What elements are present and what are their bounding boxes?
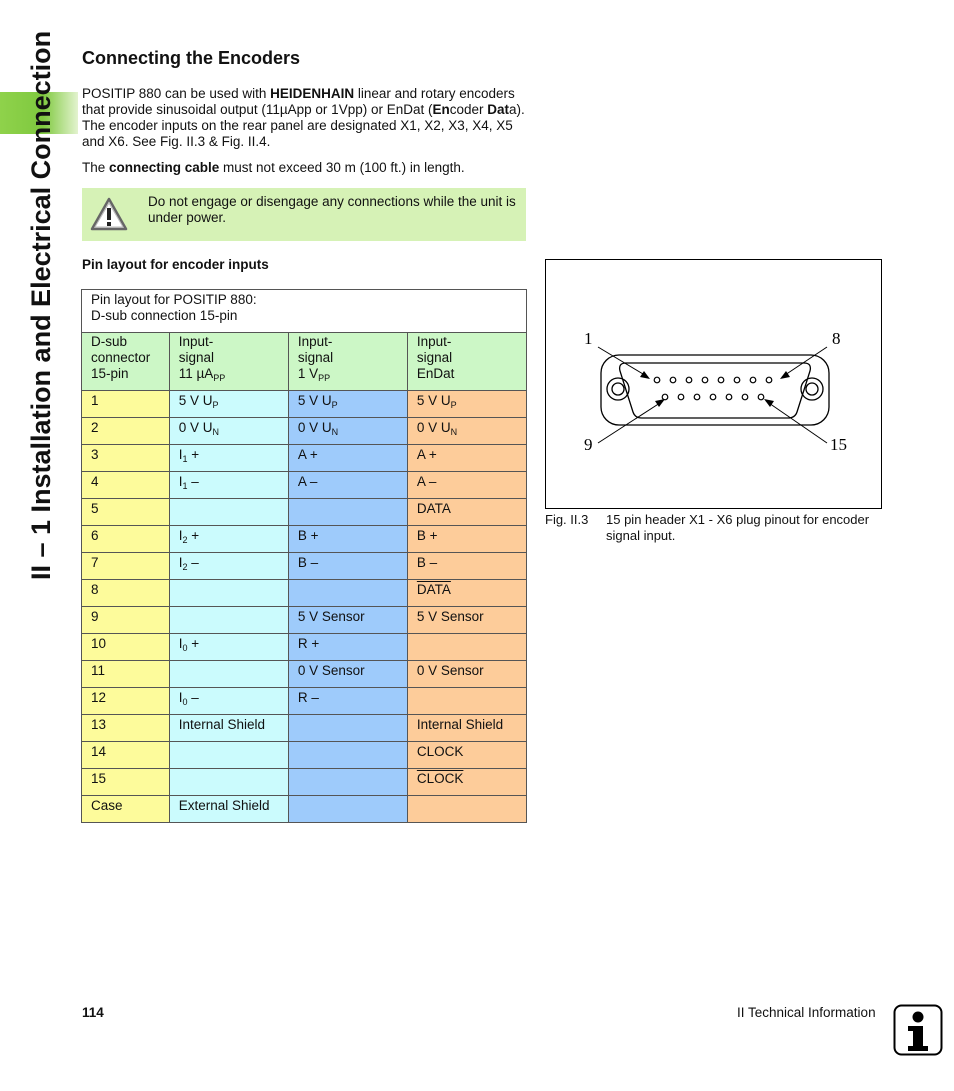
header-endat-line: EnDat [416, 366, 455, 381]
connector-pin [686, 377, 692, 383]
signal-endat-cell-text: B + [416, 528, 438, 543]
signal-endat-cell [407, 688, 526, 715]
signal-endat-cell-text: 5 V U [416, 393, 451, 408]
signal-endat-cell [407, 391, 526, 418]
signal-1vpp-cell [288, 688, 407, 715]
signal-11uapp-cell-suffix: – [187, 690, 199, 705]
signal-1vpp-cell-text: A + [297, 447, 318, 462]
figure-caption-label: Fig. II.3 [545, 512, 589, 527]
signal-endat-cell [407, 472, 526, 499]
signal-endat-cell-text: A + [416, 447, 437, 462]
header-11uapp-line [179, 366, 288, 382]
pin-number-cell: 13 [82, 715, 170, 742]
signal-1vpp-cell-text: B + [297, 528, 319, 543]
connector-pin [750, 377, 756, 383]
signal-11uapp-cell-text: I [178, 528, 183, 543]
signal-endat-cell [407, 715, 526, 742]
header-dsub-line: 15-pin [91, 366, 129, 381]
signal-1vpp-cell [288, 742, 407, 769]
brand-name: HEIDENHAIN [270, 86, 355, 101]
pin-label-8: 8 [832, 329, 841, 348]
signal-1vpp-cell-text: R + [297, 636, 320, 651]
pin-number-cell: 4 [82, 472, 170, 499]
signal-11uapp-cell-subscript: 2 [182, 535, 188, 545]
page-number: 114 [82, 1005, 104, 1020]
signal-endat-cell-text: 0 V Sensor [416, 663, 484, 678]
table-caption-row [82, 290, 527, 333]
header-endat [407, 333, 526, 391]
figure-caption-text: 15 pin header X1 - X6 plug pinout for encoder signal input. [606, 512, 870, 543]
pin-number-cell: 9 [82, 607, 170, 634]
en-bold: En [432, 102, 450, 117]
signal-11uapp-cell-suffix: – [187, 474, 199, 489]
pin-label-9: 9 [584, 435, 593, 454]
signal-endat-cell-text: CLOCK [416, 744, 464, 759]
table-row [82, 715, 527, 742]
signal-11uapp-cell-text: External Shield [178, 798, 270, 813]
header-1vpp-line: Input- [297, 334, 333, 349]
signal-1vpp-cell [288, 499, 407, 526]
header-1vpp-value: 1 V [297, 366, 319, 381]
signal-endat-cell [407, 742, 526, 769]
signal-endat-cell-text: 5 V Sensor [416, 609, 484, 624]
pin-number-cell: 5 [82, 499, 170, 526]
signal-11uapp-cell [169, 769, 288, 796]
header-1vpp [288, 333, 407, 391]
dsub-connector-diagram [546, 260, 881, 508]
table-row [82, 553, 527, 580]
signal-1vpp-cell-text: 5 V Sensor [297, 609, 365, 624]
signal-1vpp-cell-text: R – [297, 690, 319, 705]
pin-number-cell: 12 [82, 688, 170, 715]
signal-1vpp-cell [288, 715, 407, 742]
cable-paragraph [82, 160, 530, 176]
connector-pins [654, 377, 772, 400]
pin-rows [82, 391, 527, 823]
signal-11uapp-cell-text: Internal Shield [178, 717, 266, 732]
signal-11uapp-cell-text: 5 V U [178, 393, 213, 408]
signal-11uapp-cell [169, 742, 288, 769]
header-endat-line: Input- [416, 334, 452, 349]
connector-figure [545, 259, 882, 509]
cable-text-1: The [82, 160, 110, 175]
info-icon [893, 1004, 943, 1056]
signal-11uapp-cell-subscript: 2 [182, 562, 188, 572]
pin-layout-table [81, 289, 527, 823]
mount-hole-left-inner [612, 383, 624, 395]
footer-chapter: II Technical Information [737, 1005, 876, 1020]
signal-1vpp-cell [288, 607, 407, 634]
table-row [82, 499, 527, 526]
signal-1vpp-cell [288, 472, 407, 499]
table-row [82, 391, 527, 418]
connector-pin [670, 377, 676, 383]
signal-11uapp-cell-suffix: + [187, 447, 200, 462]
connector-shell [601, 355, 829, 425]
warning-triangle-icon [90, 197, 128, 231]
signal-11uapp-cell [169, 418, 288, 445]
pin-number-cell: 2 [82, 418, 170, 445]
signal-1vpp-cell [288, 796, 407, 823]
pin-number-cell: Case [82, 796, 170, 823]
pin-label-15: 15 [830, 435, 847, 454]
table-row [82, 445, 527, 472]
pin-number-cell: 15 [82, 769, 170, 796]
connector-pin [694, 394, 700, 400]
pin-number-cell: 10 [82, 634, 170, 661]
signal-endat-cell-text: B – [416, 555, 438, 570]
signal-11uapp-cell-text: 0 V U [178, 420, 213, 435]
signal-1vpp-cell [288, 526, 407, 553]
table-row [82, 688, 527, 715]
signal-11uapp-cell-subscript: 1 [182, 454, 188, 464]
signal-endat-cell-text: Internal Shield [416, 717, 504, 732]
table-row [82, 742, 527, 769]
signal-11uapp-cell-suffix: + [187, 636, 200, 651]
signal-endat-cell [407, 418, 526, 445]
pin-number-cell: 3 [82, 445, 170, 472]
signal-1vpp-cell-text: 0 V U [297, 420, 332, 435]
signal-1vpp-cell [288, 553, 407, 580]
signal-11uapp-cell-text: I [178, 690, 183, 705]
section-title: Connecting the Encoders [82, 48, 301, 68]
signal-11uapp-cell [169, 634, 288, 661]
intro-text-2: linear and rotary encoders that provide sinusoidal output (11µApp or 1Vpp) or EnDat ( [82, 86, 515, 117]
signal-1vpp-cell-text: A – [297, 474, 318, 489]
signal-endat-cell [407, 661, 526, 688]
signal-11uapp-cell [169, 580, 288, 607]
signal-1vpp-cell-text: 0 V Sensor [297, 663, 365, 678]
signal-1vpp-cell [288, 445, 407, 472]
intro-text-1: POSITIP 880 can be used with [82, 86, 271, 101]
signal-11uapp-cell-subscript: N [212, 427, 219, 437]
signal-11uapp-cell-subscript: 0 [182, 697, 188, 707]
signal-11uapp-cell [169, 607, 288, 634]
signal-endat-cell-text: DATA [416, 501, 451, 516]
header-11uapp-value: 11 µA [178, 366, 214, 381]
pin-number-cell: 8 [82, 580, 170, 607]
signal-1vpp-cell [288, 661, 407, 688]
connector-pin [726, 394, 732, 400]
signal-endat-cell-text: DATA [416, 582, 451, 597]
table-row [82, 607, 527, 634]
table-row [82, 526, 527, 553]
connector-pin [766, 377, 772, 383]
mount-hole-right-inner [806, 383, 818, 395]
signal-11uapp-cell-subscript: P [212, 400, 219, 410]
warning-box [82, 188, 526, 241]
header-11uapp [169, 333, 288, 391]
signal-endat-cell [407, 796, 526, 823]
connector-pin [702, 377, 708, 383]
pin-number-cell: 7 [82, 553, 170, 580]
signal-endat-cell [407, 499, 526, 526]
connector-face [620, 363, 811, 418]
signal-1vpp-cell [288, 391, 407, 418]
header-1vpp-sub: PP [318, 373, 331, 383]
signal-endat-cell [407, 607, 526, 634]
signal-11uapp-cell-text: I [178, 555, 183, 570]
signal-1vpp-cell-subscript: N [331, 427, 339, 437]
callout-arrowheads [640, 371, 790, 407]
table-caption [82, 290, 527, 333]
signal-endat-cell [407, 526, 526, 553]
pin-number-cell: 14 [82, 742, 170, 769]
header-endat-line: signal [416, 350, 453, 365]
connector-pin [758, 394, 764, 400]
header-dsub-line: D-sub [91, 334, 128, 349]
header-1vpp-line: signal [297, 350, 334, 365]
header-11uapp-line: signal [178, 350, 214, 365]
header-11uapp-sub: PP [213, 373, 226, 383]
pin-number-cell: 11 [82, 661, 170, 688]
cable-bold: connecting cable [109, 160, 220, 175]
table-caption-line-1: Pin layout for POSITIP 880: [91, 292, 257, 307]
table-caption-line-2: D-sub connection 15-pin [91, 308, 238, 323]
signal-endat-cell [407, 769, 526, 796]
connector-pin [734, 377, 740, 383]
table-row [82, 634, 527, 661]
signal-1vpp-cell [288, 418, 407, 445]
pin-number-cell: 1 [82, 391, 170, 418]
signal-endat-cell [407, 634, 526, 661]
signal-1vpp-cell [288, 634, 407, 661]
signal-11uapp-cell-text: I [178, 447, 183, 462]
signal-11uapp-cell [169, 796, 288, 823]
signal-endat-cell [407, 553, 526, 580]
connector-pin [678, 394, 684, 400]
signal-1vpp-cell-subscript: P [331, 400, 338, 410]
signal-1vpp-cell-text: B – [297, 555, 319, 570]
connector-pin [662, 394, 668, 400]
connector-pin [710, 394, 716, 400]
signal-11uapp-cell [169, 445, 288, 472]
table-row [82, 769, 527, 796]
signal-11uapp-cell [169, 715, 288, 742]
signal-1vpp-cell [288, 769, 407, 796]
pin-label-1: 1 [584, 329, 593, 348]
signal-endat-cell [407, 445, 526, 472]
signal-11uapp-cell-suffix: + [187, 528, 200, 543]
connector-pin [654, 377, 660, 383]
connector-pin [718, 377, 724, 383]
warning-text: Do not engage or disengage any connections while the unit is under power. [148, 194, 516, 225]
side-chapter-title: II – 1 Installation and Electrical Connection [26, 30, 56, 580]
signal-11uapp-cell-text: I [178, 636, 183, 651]
intro-paragraph [82, 86, 530, 150]
cable-text-2: must not exceed 30 m (100 ft.) in length. [219, 160, 465, 175]
dat-bold: Dat [487, 102, 510, 117]
signal-11uapp-cell-text: I [178, 474, 183, 489]
connector-pin [742, 394, 748, 400]
signal-endat-cell-text: 0 V U [416, 420, 451, 435]
callout-lines [598, 347, 827, 443]
signal-11uapp-cell-subscript: 0 [182, 643, 188, 653]
intro-text-3: a). The encoder inputs on the rear panel are designated X1, X2, X3, X4, X5 and X6. See Fig. II.3 & Fig. II.4. [82, 102, 525, 149]
signal-endat-cell [407, 580, 526, 607]
header-dsub-line: connector [91, 350, 151, 365]
signal-11uapp-cell [169, 499, 288, 526]
signal-endat-cell-subscript: N [450, 427, 458, 437]
table-row [82, 796, 527, 823]
header-11uapp-line: Input- [178, 334, 214, 349]
header-dsub [82, 333, 170, 391]
table-row [82, 472, 527, 499]
signal-11uapp-cell-suffix: – [187, 555, 199, 570]
table-row [82, 580, 527, 607]
signal-1vpp-cell [288, 580, 407, 607]
pin-layout-heading: Pin layout for encoder inputs [82, 257, 269, 272]
signal-11uapp-cell [169, 472, 288, 499]
signal-11uapp-cell [169, 661, 288, 688]
signal-11uapp-cell [169, 553, 288, 580]
table-row [82, 661, 527, 688]
header-1vpp-line [298, 366, 407, 382]
signal-endat-cell-subscript: P [450, 400, 457, 410]
signal-endat-cell-text: A – [416, 474, 437, 489]
signal-11uapp-cell [169, 526, 288, 553]
table-header-row [82, 333, 527, 391]
pin-number-cell: 6 [82, 526, 170, 553]
en-rest: coder [449, 102, 488, 117]
signal-1vpp-cell-text: 5 V U [297, 393, 332, 408]
table-row [82, 418, 527, 445]
signal-11uapp-cell-subscript: 1 [182, 481, 188, 491]
signal-11uapp-cell [169, 688, 288, 715]
signal-11uapp-cell [169, 391, 288, 418]
signal-endat-cell-text: CLOCK [416, 771, 464, 786]
